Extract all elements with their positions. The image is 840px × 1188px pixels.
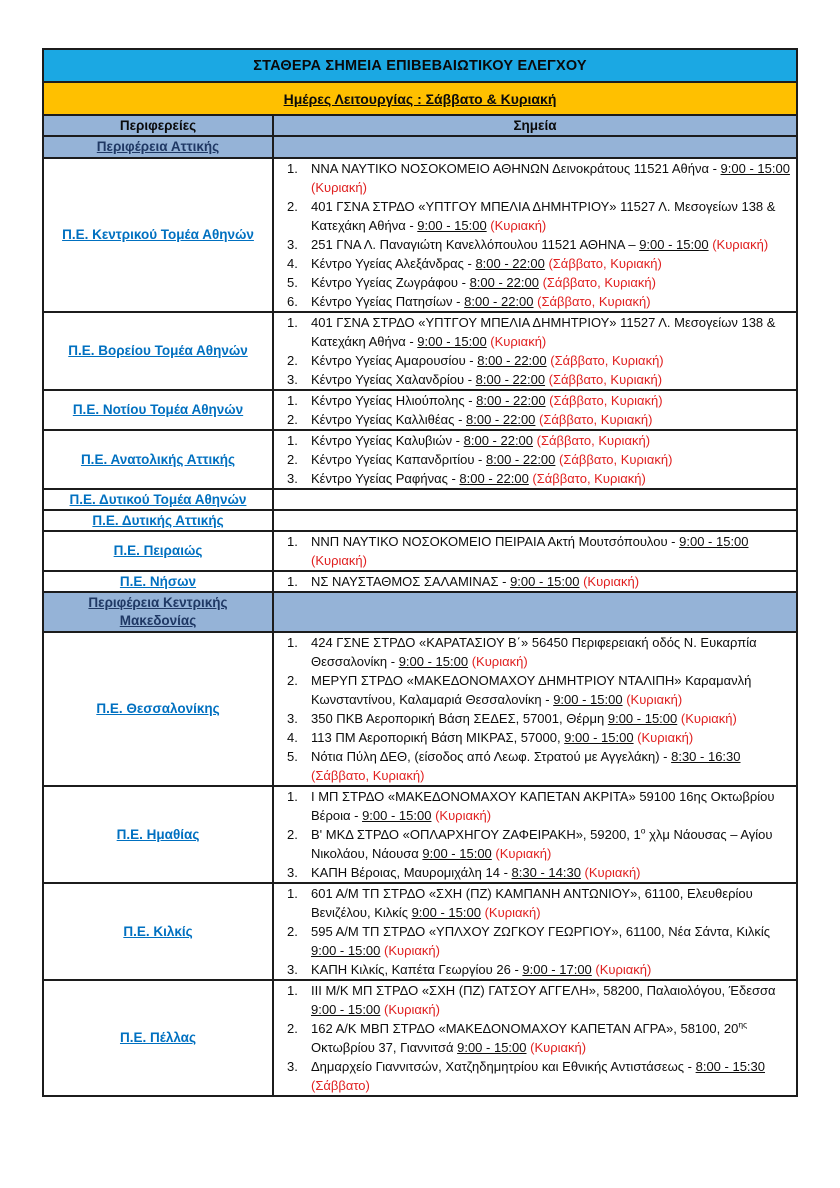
region-cell xyxy=(43,390,273,430)
item-number: 3. xyxy=(287,962,298,977)
item-number: 2. xyxy=(287,673,298,688)
item-text-body xyxy=(311,1057,796,1095)
item-days: (Κυριακή) xyxy=(311,180,367,195)
region-link[interactable]: Π.Ε. Ανατολικής Αττικής xyxy=(80,451,236,467)
point-item xyxy=(274,391,796,410)
region-cell xyxy=(43,158,273,312)
item-time: 9:00 - 15:00 xyxy=(564,730,634,745)
item-time: 9:00 - 15:00 xyxy=(417,218,487,233)
item-text: Β' ΜΚΔ ΣΤΡΔΟ «ΟΠΛΑΡΧΗΓΟΥ ΖΑΦΕΙΡΑΚΗ», 59200, 1 xyxy=(311,827,641,842)
point-item xyxy=(274,431,796,450)
region-cell xyxy=(43,883,273,980)
item-time: 9:00 - 15:00 xyxy=(422,846,492,861)
item-time: 9:00 - 15:00 xyxy=(639,237,709,252)
item-text: ΙΙΙ Μ/Κ ΜΠ ΣΤΡΔΟ «ΣΧΗ (ΠΖ) ΓΑΤΣΟΥ ΑΓΓΕΛΗ», 58200, Παλαιολόγου, Έδεσσα xyxy=(311,983,776,998)
item-days: (Σάββατο, Κυριακή) xyxy=(538,275,656,290)
column-header-row xyxy=(43,115,797,136)
region-cell xyxy=(43,312,273,390)
region-link[interactable]: Π.Ε. Δυτικού Τομέα Αθηνών xyxy=(69,491,247,507)
page-title: ΣΤΑΘΕΡΑ ΣΗΜΕΙΑ ΕΠΙΒΕΒΑΙΩΤΙΚΟΥ ΕΛΕΓΧΟΥ xyxy=(43,49,797,82)
item-number: 6. xyxy=(287,294,298,309)
item-time: 9:00 - 15:00 xyxy=(720,161,790,176)
region-link[interactable]: Π.Ε. Πειραιώς xyxy=(113,543,203,558)
item-text: 162 Α/Κ ΜΒΠ ΣΤΡΔΟ «ΜΑΚΕΔΟΝΟΜΑΧΟΥ ΚΑΠΕΤΑΝ ΑΓΡΑ», 58100, 20 xyxy=(311,1021,739,1036)
points-cell xyxy=(273,430,797,489)
item-time: 8:00 - 22:00 xyxy=(476,393,546,408)
item-days: (Σάββατο, Κυριακή) xyxy=(535,412,653,427)
point-item xyxy=(274,292,796,311)
region-link[interactable]: Π.Ε. Θεσσαλονίκης xyxy=(96,701,220,716)
point-item xyxy=(274,450,796,469)
item-text-body xyxy=(311,981,796,1019)
point-item xyxy=(274,351,796,370)
item-text: Κέντρο Υγείας Ζωγράφου - xyxy=(311,275,470,290)
point-item xyxy=(274,922,796,960)
section-empty-cell xyxy=(273,592,797,632)
item-number: 4. xyxy=(287,730,298,745)
point-item xyxy=(274,1019,796,1057)
region-row xyxy=(43,786,797,883)
item-days: (Κυριακή) xyxy=(622,692,683,707)
item-text: ΚΑΠΗ Κιλκίς, Καπέτα Γεωργίου 26 - xyxy=(311,962,523,977)
item-text-body xyxy=(311,633,796,671)
operating-days-cell xyxy=(43,82,797,115)
item-days: (Κυριακή) xyxy=(591,962,652,977)
item-text-body xyxy=(311,787,796,825)
point-item xyxy=(274,1057,796,1095)
item-time: 8:00 - 22:00 xyxy=(469,275,539,290)
point-item xyxy=(274,981,796,1019)
item-text-body xyxy=(311,351,796,370)
region-link[interactable]: Π.Ε. Πέλλας xyxy=(119,1030,197,1045)
item-number: 1. xyxy=(287,534,298,549)
item-number: 1. xyxy=(287,789,298,804)
region-row xyxy=(43,531,797,571)
region-cell xyxy=(43,489,273,510)
item-number: 1. xyxy=(287,983,298,998)
item-text: Κέντρο Υγείας Καλυβιών - xyxy=(311,433,464,448)
point-item xyxy=(274,709,796,728)
item-days: (Κυριακή) xyxy=(380,1002,440,1017)
item-time: 8:00 - 22:00 xyxy=(466,412,536,427)
region-link[interactable]: Π.Ε. Δυτικής Αττικής xyxy=(92,512,224,528)
item-text: ΜΕΡΥΠ ΣΤΡΔΟ «ΜΑΚΕΔΟΝΟΜΑΧΟΥ ΔΗΜΗΤΡΙΟΥ ΝΤΑΛΙΠΗ» Καραμανλή Κωνσταντίνου, Καλαμαριά Θεσσαλονίκη - xyxy=(311,673,752,707)
region-row xyxy=(43,980,797,1096)
item-number: 1. xyxy=(287,161,298,176)
point-item xyxy=(274,728,796,747)
checkpoint-table xyxy=(42,48,798,1097)
region-row xyxy=(43,883,797,980)
item-text: 595 Α/Μ ΤΠ ΣΤΡΔΟ «ΥΠΛΧΟΥ ΖΩΓΚΟΥ ΓΕΩΡΓΙΟΥ», 61100, Νέα Σάντα, Κιλκίς xyxy=(311,924,771,939)
points-cell xyxy=(273,312,797,390)
item-time: 8:00 - 22:00 xyxy=(486,452,556,467)
item-number: 3. xyxy=(287,237,298,252)
item-time: 8:30 - 14:30 xyxy=(511,865,581,880)
region-row xyxy=(43,632,797,786)
item-days: (Κυριακή) xyxy=(486,334,547,349)
item-time: 9:00 - 15:00 xyxy=(679,534,749,549)
item-days: (Κυριακή) xyxy=(480,905,541,920)
section-empty-cell xyxy=(273,136,797,158)
points-cell xyxy=(273,980,797,1096)
point-item xyxy=(274,159,796,197)
item-days: (Κυριακή) xyxy=(526,1040,587,1055)
item-days: (Κυριακή) xyxy=(579,574,640,589)
region-link[interactable]: Π.Ε. Βορείου Τομέα Αθηνών xyxy=(68,343,248,358)
item-time: 8:00 - 22:00 xyxy=(464,294,534,309)
item-days: (Σάββατο, Κυριακή) xyxy=(546,353,664,368)
region-row xyxy=(43,390,797,430)
point-item xyxy=(274,884,796,922)
item-text: Νότια Πύλη ΔΕΘ, (είσοδος από Λεωφ. Στρατού με Αγγελάκη) - xyxy=(311,749,672,764)
item-days: (Κυριακή) xyxy=(677,711,737,726)
region-row xyxy=(43,571,797,592)
item-text-body xyxy=(311,235,796,254)
item-number: 3. xyxy=(287,711,298,726)
item-time: 8:00 - 22:00 xyxy=(477,353,547,368)
item-text: Ι ΜΠ ΣΤΡΔΟ «ΜΑΚΕΔΟΝΟΜΑΧΟΥ ΚΑΠΕΤΑΝ ΑΚΡΙΤΑ» 59100 16ης Οκτωβρίου Βέροια - xyxy=(311,789,775,823)
item-text: 350 ΠΚΒ Αεροπορική Βάση ΣΕΔΕΣ, 57001, Θέρμη xyxy=(311,711,608,726)
item-time: 9:00 - 17:00 xyxy=(522,962,592,977)
point-item xyxy=(274,254,796,273)
region-cell xyxy=(43,786,273,883)
points-cell xyxy=(273,531,797,571)
item-time: 9:00 - 15:00 xyxy=(457,1040,527,1055)
item-text-body xyxy=(311,728,796,747)
points-cell xyxy=(273,510,797,531)
item-number: 3. xyxy=(287,372,298,387)
item-sup: ης xyxy=(738,1019,748,1030)
item-time: 9:00 - 15:00 xyxy=(553,692,623,707)
item-time: 9:00 - 15:00 xyxy=(510,574,580,589)
item-text-body xyxy=(311,159,796,197)
item-text: ΝΣ ΝΑΥΣΤΑΘΜΟΣ ΣΑΛΑΜΙΝΑΣ - xyxy=(311,574,511,589)
item-time: 9:00 - 15:00 xyxy=(362,808,432,823)
region-row xyxy=(43,312,797,390)
region-cell xyxy=(43,632,273,786)
point-item xyxy=(274,532,796,570)
column-header-regions: Περιφερείες xyxy=(43,115,273,136)
item-text: ΝΝΠ ΝΑΥΤΙΚΟ ΝΟΣΟΚΟΜΕΙΟ ΠΕΙΡΑΙΑ Ακτή Μουτσόπουλου - xyxy=(311,534,680,549)
item-number: 2. xyxy=(287,452,298,467)
item-days: (Κυριακή) xyxy=(431,808,492,823)
region-row xyxy=(43,510,797,531)
item-text-body xyxy=(311,884,796,922)
point-item xyxy=(274,273,796,292)
item-days: (Σάββατο) xyxy=(311,1078,370,1093)
item-number: 2. xyxy=(287,827,298,842)
region-cell xyxy=(43,980,273,1096)
item-number: 5. xyxy=(287,749,298,764)
point-item xyxy=(274,787,796,825)
item-text: Κέντρο Υγείας Ηλιούπολης - xyxy=(311,393,477,408)
item-time: 8:00 - 22:00 xyxy=(459,471,529,486)
item-text-body xyxy=(311,292,796,311)
item-number: 1. xyxy=(287,574,298,589)
item-number: 1. xyxy=(287,635,298,650)
point-item xyxy=(274,747,796,785)
item-number: 4. xyxy=(287,256,298,271)
item-text-body xyxy=(311,863,796,882)
item-time: 8:00 - 22:00 xyxy=(475,372,546,387)
point-item xyxy=(274,313,796,351)
item-time: 9:00 - 15:00 xyxy=(607,711,678,726)
subtitle-row xyxy=(43,82,797,115)
item-number: 1. xyxy=(287,393,298,408)
item-days: (Σάββατο, Κυριακή) xyxy=(533,294,651,309)
item-number: 5. xyxy=(287,275,298,290)
item-text: Κέντρο Υγείας Αλεξάνδρας - xyxy=(311,256,476,271)
item-days: (Κυριακή) xyxy=(580,865,641,880)
item-text-body xyxy=(311,450,796,469)
item-text: Κέντρο Υγείας Αμαρουσίου - xyxy=(311,353,478,368)
point-item xyxy=(274,370,796,389)
point-item xyxy=(274,197,796,235)
item-time: 8:30 - 16:30 xyxy=(671,749,741,764)
region-cell xyxy=(43,531,273,571)
item-text-body xyxy=(311,747,796,785)
item-text: 113 ΠΜ Αεροπορική Βάση ΜΙΚΡΑΣ, 57000, xyxy=(311,730,565,745)
item-number: 1. xyxy=(287,315,298,330)
item-days: (Κυριακή) xyxy=(468,654,528,669)
item-number: 3. xyxy=(287,865,298,880)
item-text-body xyxy=(311,197,796,235)
item-text-body xyxy=(311,572,796,591)
item-text: Κέντρο Υγείας Καλλιθέας - xyxy=(311,412,467,427)
item-days: (Κυριακή) xyxy=(311,553,367,568)
region-row xyxy=(43,430,797,489)
region-cell xyxy=(43,571,273,592)
item-days: (Σάββατο, Κυριακή) xyxy=(528,471,646,486)
item-text: 401 ΓΣΝΑ ΣΤΡΔΟ «ΥΠΤΓΟΥ ΜΠΕΛΙΑ ΔΗΜΗΤΡΙΟΥ» 11527 Λ. Μεσογείων 138 & Κατεχάκη Αθήνα - xyxy=(311,315,776,349)
item-time: 9:00 - 15:00 xyxy=(311,943,381,958)
item-text: Κέντρο Υγείας Καπανδριτίου - xyxy=(311,452,486,467)
item-time: 9:00 - 15:00 xyxy=(398,654,469,669)
point-item xyxy=(274,469,796,488)
region-link[interactable]: Π.Ε. Νήσων xyxy=(119,573,197,589)
item-text: 401 ΓΣΝΑ ΣΤΡΔΟ «ΥΠΤΓΟΥ ΜΠΕΛΙΑ ΔΗΜΗΤΡΙΟΥ» 11527 Λ. Μεσογείων 138 & Κατεχάκη Αθήνα - xyxy=(311,199,776,233)
item-days: (Σάββατο, Κυριακή) xyxy=(555,452,673,467)
item-number: 3. xyxy=(287,471,298,486)
item-text: Κέντρο Υγείας Πατησίων - xyxy=(311,294,465,309)
region-link[interactable]: Π.Ε. Κιλκίς xyxy=(123,923,193,939)
item-days: (Σάββατο, Κυριακή) xyxy=(311,768,425,783)
section-label: Περιφέρεια Κεντρικής Μακεδονίας xyxy=(88,595,228,628)
item-text-body xyxy=(311,391,796,410)
item-days: (Κυριακή) xyxy=(380,943,440,958)
item-text-body xyxy=(311,410,796,429)
points-cell xyxy=(273,489,797,510)
item-time: 8:00 - 15:30 xyxy=(695,1059,765,1074)
item-time: 8:00 - 22:00 xyxy=(475,256,545,271)
point-item xyxy=(274,235,796,254)
item-number: 3. xyxy=(287,1059,298,1074)
item-text-body xyxy=(311,671,796,709)
item-text-body xyxy=(311,273,796,292)
section-label-cell xyxy=(43,136,273,158)
item-time: 9:00 - 15:00 xyxy=(411,905,481,920)
item-text-body xyxy=(311,1019,796,1057)
points-cell xyxy=(273,571,797,592)
item-number: 2. xyxy=(287,1021,298,1036)
item-days: (Κυριακή) xyxy=(491,846,552,861)
point-item xyxy=(274,863,796,882)
item-text-body xyxy=(311,709,796,728)
region-link[interactable]: Π.Ε. Κεντρικού Τομέα Αθηνών xyxy=(62,227,254,242)
point-item xyxy=(274,633,796,671)
item-time: 9:00 - 15:00 xyxy=(417,334,487,349)
section-row xyxy=(43,136,797,158)
item-days: (Κυριακή) xyxy=(633,730,694,745)
item-text-body xyxy=(311,370,796,389)
point-item xyxy=(274,671,796,709)
region-cell xyxy=(43,430,273,489)
item-text-body xyxy=(311,825,796,863)
point-item xyxy=(274,410,796,429)
item-text: 251 ΓΝΑ Λ. Παναγιώτη Κανελλόπουλου 11521 ΑΘΗΝΑ – xyxy=(311,237,640,252)
point-item xyxy=(274,960,796,979)
title-row xyxy=(43,49,797,82)
item-text: Κέντρο Υγείας Ραφήνας - xyxy=(311,471,460,486)
item-text-body xyxy=(311,431,796,450)
point-item xyxy=(274,572,796,591)
item-time: 8:00 - 22:00 xyxy=(463,433,534,448)
section-label: Περιφέρεια Αττικής xyxy=(96,139,220,154)
points-cell xyxy=(273,158,797,312)
item-text-body xyxy=(311,922,796,960)
item-text: ΚΑΠΗ Βέροιας, Μαυρομιχάλη 14 - xyxy=(311,865,512,880)
section-row xyxy=(43,592,797,632)
item-days: (Σάββατο, Κυριακή) xyxy=(545,393,663,408)
item-text-body xyxy=(311,960,796,979)
item-text: Κέντρο Υγείας Χαλανδρίου - xyxy=(311,372,476,387)
points-cell xyxy=(273,883,797,980)
item-number: 2. xyxy=(287,353,298,368)
item-days: (Σάββατο, Κυριακή) xyxy=(544,256,662,271)
item-text: Οκτωβρίου 37, Γιαννιτσά xyxy=(311,1040,458,1055)
item-days: (Κυριακή) xyxy=(486,218,547,233)
item-sup: ο xyxy=(640,825,646,836)
item-text-body xyxy=(311,532,796,570)
item-days: (Σάββατο, Κυριακή) xyxy=(545,372,663,387)
region-link[interactable]: Π.Ε. Νοτίου Τομέα Αθηνών xyxy=(72,402,244,417)
points-cell xyxy=(273,786,797,883)
item-text: Δημαρχείο Γιαννιτσών, Χατζηδημητρίου και Εθνικής Αντιστάσεως - xyxy=(311,1059,696,1074)
item-text: 424 ΓΣΝΕ ΣΤΡΔΟ «ΚΑΡΑΤΑΣΙΟΥ Β΄» 56450 Περιφερειακή οδός Ν. Ευκαρπία Θεσσαλονίκη - xyxy=(311,635,757,669)
item-text: ΝΝΑ ΝΑΥΤΙΚΟ ΝΟΣΟΚΟΜΕΙΟ ΑΘΗΝΩΝ Δεινοκράτους 11521 Αθήνα - xyxy=(311,161,721,176)
operating-days-label: Ημέρες Λειτουργίας : Σάββατο & Κυριακή xyxy=(283,90,557,107)
item-number: 1. xyxy=(287,886,298,901)
section-label-cell xyxy=(43,592,273,632)
column-header-points: Σημεία xyxy=(273,115,797,136)
region-link[interactable]: Π.Ε. Ημαθίας xyxy=(116,826,200,842)
region-row xyxy=(43,158,797,312)
region-row xyxy=(43,489,797,510)
item-text-body xyxy=(311,254,796,273)
points-cell xyxy=(273,390,797,430)
item-number: 2. xyxy=(287,412,298,427)
item-days: (Κυριακή) xyxy=(708,237,769,252)
item-number: 1. xyxy=(287,433,298,448)
item-number: 2. xyxy=(287,924,298,939)
point-item xyxy=(274,825,796,863)
item-time: 9:00 - 15:00 xyxy=(311,1002,381,1017)
item-text-body xyxy=(311,313,796,351)
points-cell xyxy=(273,632,797,786)
item-text: χλμ Νάουσας – Αγίου Νικολάου, Νάουσα xyxy=(311,827,773,861)
item-days: (Σάββατο, Κυριακή) xyxy=(533,433,651,448)
region-cell xyxy=(43,510,273,531)
item-text: 601 Α/Μ ΤΠ ΣΤΡΔΟ «ΣΧΗ (ΠΖ) ΚΑΜΠΑΝΗ ΑΝΤΩΝΙΟΥ», 61100, Ελευθερίου Βενιζέλου, Κιλκίς xyxy=(311,886,753,920)
item-text-body xyxy=(311,469,796,488)
item-number: 2. xyxy=(287,199,298,214)
